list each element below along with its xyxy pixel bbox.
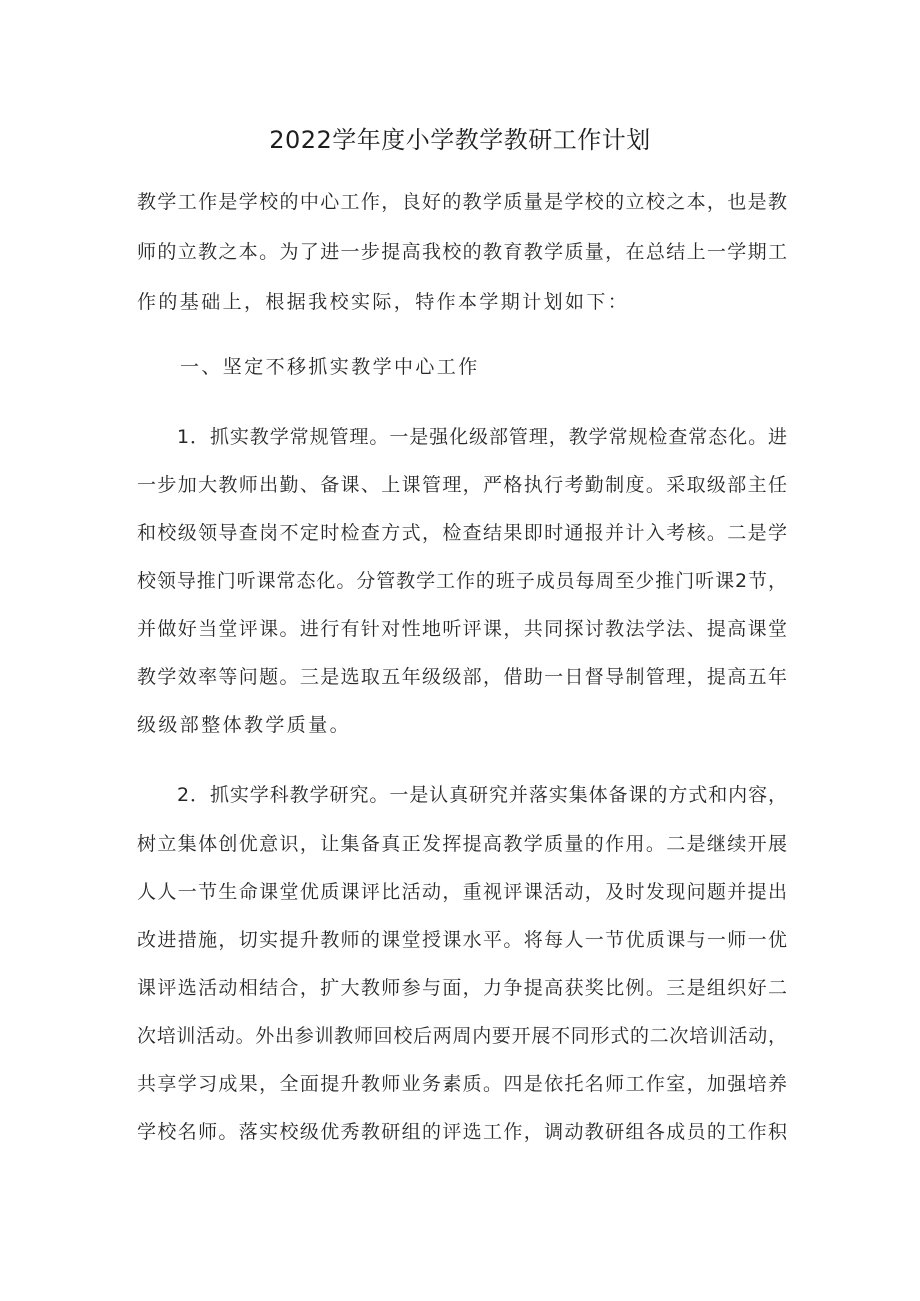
item2-line: 次培训活动。外出参训教师回校后两周内要开展不同形式的二次培训活动， — [137, 1025, 787, 1047]
item2-line: 课评选活动相结合，扩大教师参与面，力争提高获奖比例。三是组织好二 — [137, 977, 787, 999]
item1-line: 1．抓实教学常规管理。一是强化级部管理，教学常规检查常态化。进 — [177, 426, 787, 448]
document-title: 2022学年度小学教学教研工作计划 — [269, 126, 651, 154]
item1-line: 级级部整体教学质量。 — [137, 714, 352, 736]
intro-line: 教学工作是学校的中心工作，良好的教学质量是学校的立校之本，也是教 — [137, 191, 787, 213]
item1-line: 并做好当堂评课。进行有针对性地听评课，共同探讨教法学法、提高课堂 — [137, 618, 787, 640]
item1-line: 教学效率等问题。三是选取五年级级部，借助一日督导制管理，提高五年 — [137, 666, 787, 688]
item1-line: 一步加大教师出勤、备课、上课管理，严格执行考勤制度。采取级部主任 — [137, 474, 787, 496]
item2-line: 树立集体创优意识，让集备真正发挥提高教学质量的作用。二是继续开展 — [137, 833, 787, 855]
item2-line: 学校名师。落实校级优秀教研组的评选工作，调动教研组各成员的工作积 — [137, 1121, 787, 1143]
item2-line: 2．抓实学科教学研究。一是认真研究并落实集体备课的方式和内容， — [177, 784, 787, 806]
item1-line: 校领导推门听课常态化。分管教学工作的班子成员每周至少推门听课2节， — [137, 570, 787, 592]
item2-line: 改进措施，切实提升教师的课堂授课水平。将每人一节优质课与一师一优 — [137, 929, 787, 951]
section-heading: 一、坚定不移抓实教学中心工作 — [180, 356, 480, 378]
item2-line: 人人一节生命课堂优质课评比活动，重视评课活动，及时发现问题并提出 — [137, 881, 787, 903]
intro-line: 师的立教之本。为了进一步提高我校的教育教学质量，在总结上一学期工 — [137, 241, 787, 263]
item1-line: 和校级领导查岗不定时检查方式，检查结果即时通报并计入考核。二是学 — [137, 522, 787, 544]
item2-line: 共享学习成果，全面提升教师业务素质。四是依托名师工作室，加强培养 — [137, 1073, 787, 1095]
intro-line: 作的基础上，根据我校实际，特作本学期计划如下： — [137, 291, 630, 313]
